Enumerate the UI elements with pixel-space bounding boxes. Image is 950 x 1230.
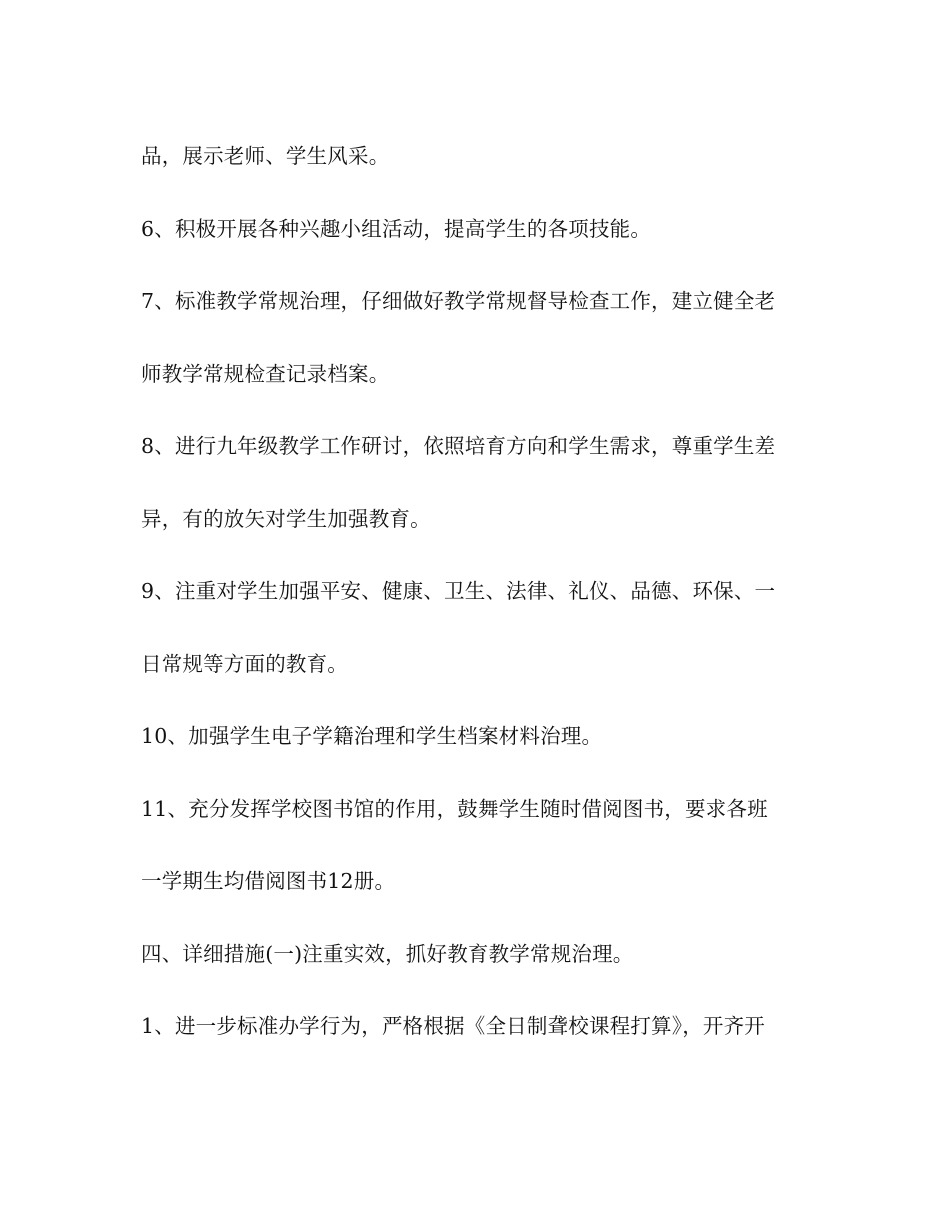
- text-line: 8、进行九年级教学工作研讨，依照培育方向和学生需求，尊重学生差: [141, 434, 776, 458]
- text-line: 日常规等方面的教育。: [141, 651, 348, 676]
- text-line: 四、详细措施(一)注重实效，抓好教育教学常规治理。: [141, 941, 634, 966]
- text-line: 10、加强学生电子学籍治理和学生档案材料治理。: [141, 724, 603, 748]
- text-line: 品，展示老师、学生风采。: [141, 144, 390, 168]
- text-line: 11、充分发挥学校图书馆的作用，鼓舞学生随时借阅图书，要求各班: [141, 796, 768, 821]
- document-body: [141, 134, 821, 1077]
- text-line: 6、积极开展各种兴趣小组活动，提高学生的各项技能。: [141, 216, 652, 241]
- text-line: 异，有的放矢对学生加强教育。: [141, 506, 431, 531]
- text-line: 1、进一步标准办学行为，严格根据《全日制聋校课程打算》，开齐开: [141, 1014, 765, 1038]
- text-line: 师教学常规检查记录档案。: [141, 361, 390, 386]
- text-line: 9、注重对学生加强平安、健康、卫生、法律、礼仪、品德、环保、一: [141, 579, 776, 603]
- text-line: 一学期生均借阅图书12册。: [141, 869, 396, 893]
- text-line: 7、标准教学常规治理，仔细做好教学常规督导检查工作，建立健全老: [141, 289, 776, 313]
